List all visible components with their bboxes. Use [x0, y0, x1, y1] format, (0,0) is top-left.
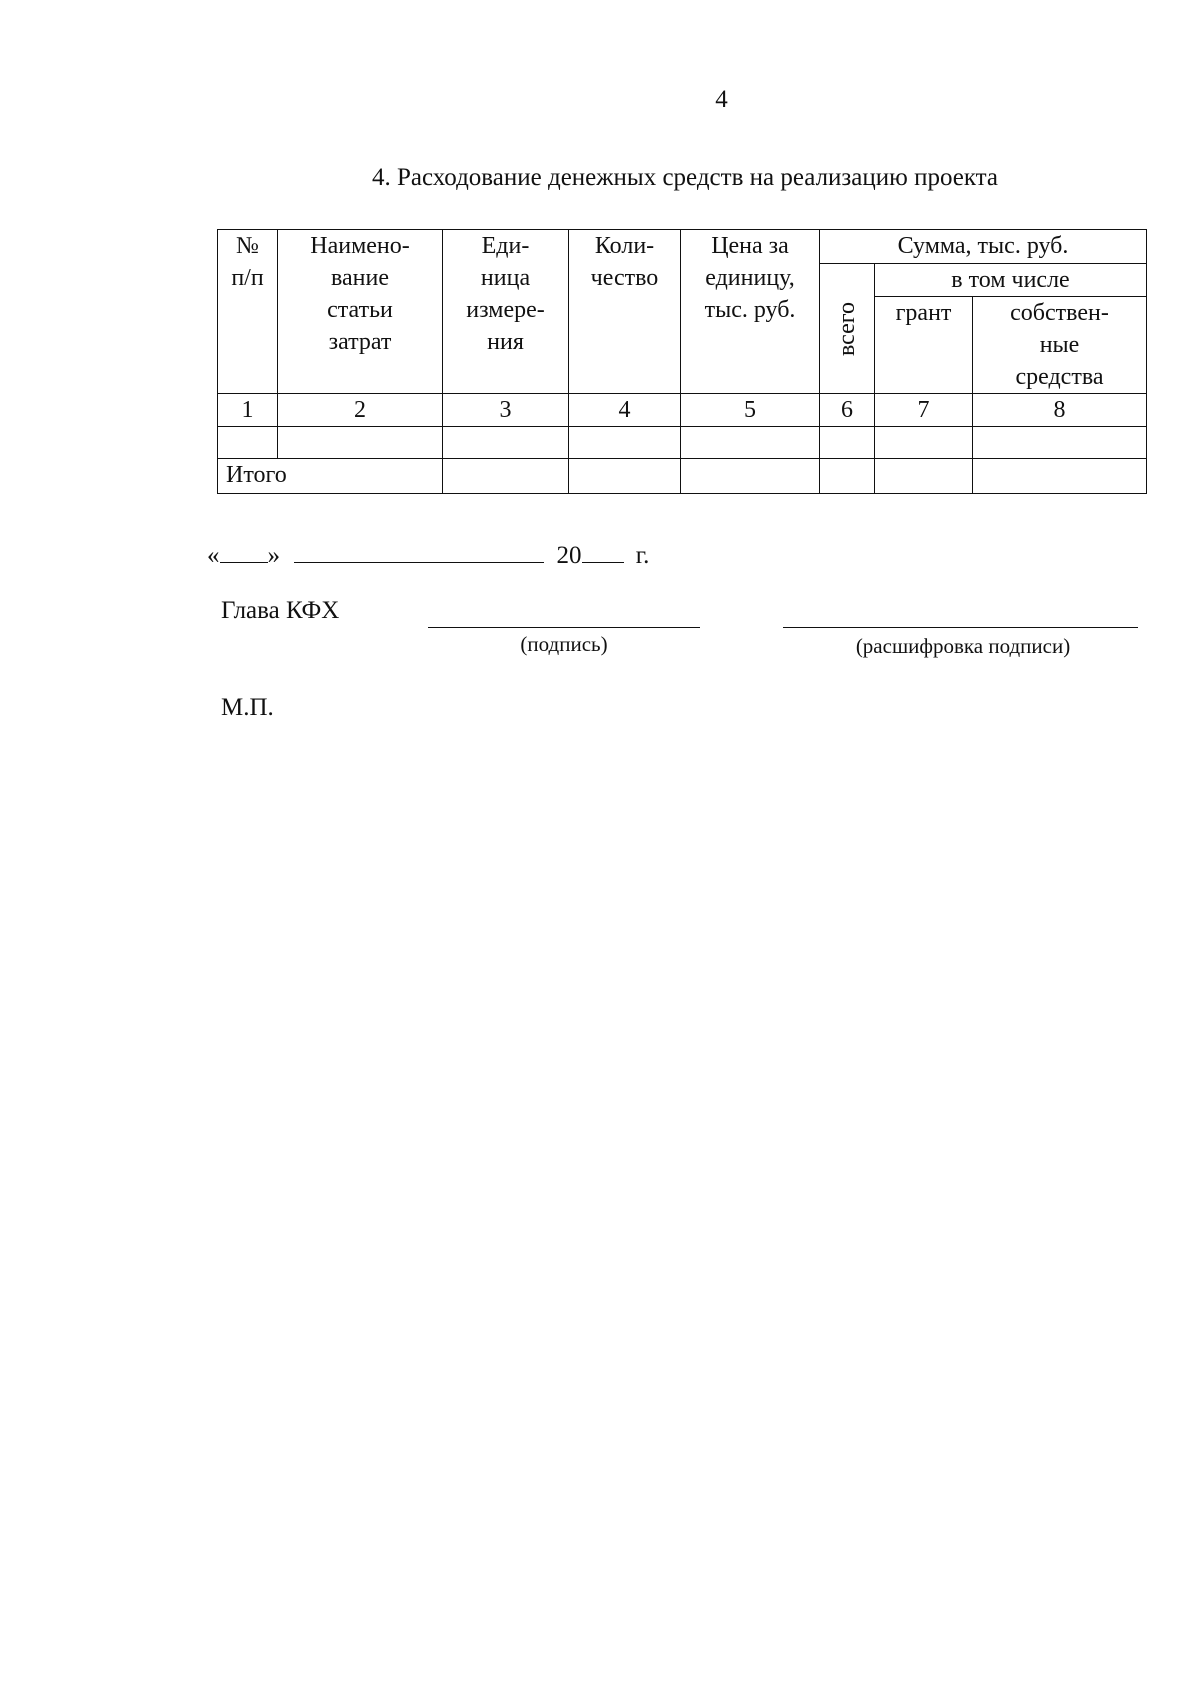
table-cell[interactable] [443, 427, 569, 459]
header-own-funds: собствен- ные средства [973, 297, 1147, 394]
header-sum-group: Сумма, тыс. руб. [820, 230, 1147, 264]
column-number: 1 [218, 394, 278, 427]
table-cell[interactable] [820, 427, 875, 459]
expenses-table [217, 229, 1147, 494]
header-number: № п/п [218, 230, 278, 394]
header-unit: Еди- ница измере- ния [443, 230, 569, 394]
column-number: 2 [278, 394, 443, 427]
table-cell[interactable] [218, 427, 278, 459]
stamp-label: М.П. [221, 694, 274, 721]
total-cell[interactable] [443, 459, 569, 494]
header-total-sub: всего [820, 264, 875, 394]
decoding-caption: (расшифровка подписи) [855, 634, 1071, 658]
column-number: 4 [569, 394, 681, 427]
table-cell[interactable] [973, 427, 1147, 459]
total-cell[interactable] [875, 459, 973, 494]
table-cell[interactable] [278, 427, 443, 459]
section-title: 4. Расходование денежных средств на реализацию проекта [371, 164, 998, 191]
day-blank[interactable] [220, 537, 268, 563]
column-number: 6 [820, 394, 875, 427]
column-numbers-row [218, 394, 1147, 427]
month-blank[interactable] [294, 537, 544, 563]
expenses-table-container [217, 229, 1146, 494]
table-cell[interactable] [875, 427, 973, 459]
signature-caption: (подпись) [520, 632, 608, 656]
year-prefix: 20 [556, 542, 582, 569]
column-number: 3 [443, 394, 569, 427]
year-suffix: г. [635, 542, 650, 569]
table-row [218, 427, 1147, 459]
header-quantity: Коли- чество [569, 230, 681, 394]
date-close-quote: » [267, 542, 280, 569]
head-label: Глава КФХ [221, 597, 340, 624]
total-cell[interactable] [820, 459, 875, 494]
total-cell[interactable] [681, 459, 820, 494]
page-number: 4 [715, 86, 728, 113]
total-cell[interactable] [569, 459, 681, 494]
date-line [207, 537, 649, 570]
date-open-quote: « [207, 542, 220, 569]
table-cell[interactable] [569, 427, 681, 459]
column-number: 5 [681, 394, 820, 427]
year-blank[interactable] [582, 537, 624, 563]
signature-line[interactable] [428, 605, 700, 628]
total-row [218, 459, 1147, 494]
decoding-line[interactable] [783, 605, 1138, 628]
header-expense-item: Наимено- вание статьи затрат [278, 230, 443, 394]
total-label: Итого [218, 459, 443, 494]
total-cell[interactable] [973, 459, 1147, 494]
header-including-group: в том числе [875, 264, 1147, 297]
header-unit-price: Цена за единицу, тыс. руб. [681, 230, 820, 394]
header-grant: грант [875, 297, 973, 394]
table-cell[interactable] [681, 427, 820, 459]
column-number: 8 [973, 394, 1147, 427]
column-number: 7 [875, 394, 973, 427]
